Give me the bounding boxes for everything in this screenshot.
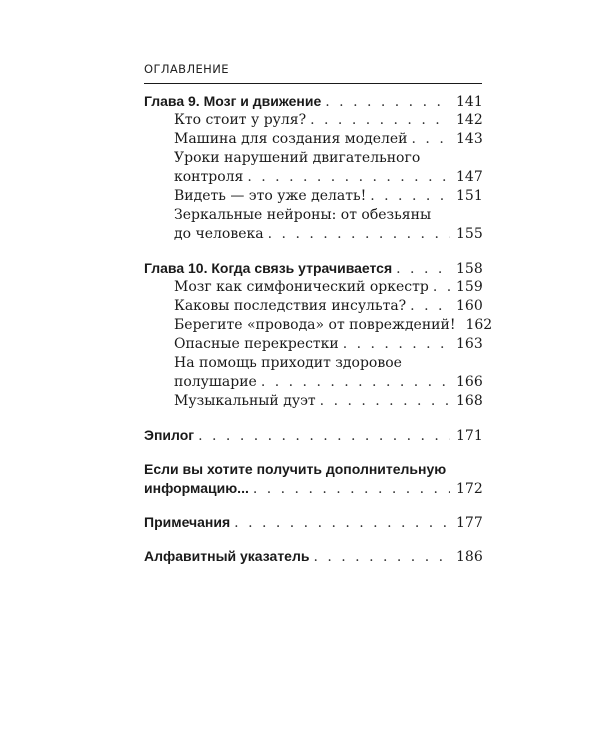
- toc-section: [144, 92, 482, 244]
- running-head: ОГЛАВЛЕНИЕ: [144, 62, 229, 76]
- chapter-line: [144, 460, 482, 479]
- toc-entry-title: Каковы последствия инсульта?: [174, 298, 407, 314]
- toc-entry-line: [144, 373, 482, 392]
- chapter-line: [144, 513, 482, 532]
- toc-entry-title: полушарие: [174, 374, 257, 390]
- chapter-line: [144, 426, 482, 445]
- dot-leader: [198, 427, 450, 446]
- toc-entry-title: до человека: [174, 226, 264, 242]
- chapter-line: [144, 479, 482, 498]
- dot-leader: [433, 278, 450, 297]
- chapter-page-number: 177: [456, 515, 483, 531]
- chapter-title: Алфавитный указатель: [144, 548, 310, 564]
- dot-leader: [396, 260, 450, 279]
- dot-leader: [313, 548, 450, 567]
- dot-leader: [247, 168, 450, 187]
- toc-entry-line: [144, 206, 482, 225]
- dot-leader: [320, 392, 450, 411]
- toc-entry-page-number: 142: [456, 112, 483, 128]
- chapter-page-number: 171: [456, 428, 483, 444]
- toc-entry-title: Опасные перекрестки: [174, 336, 339, 352]
- chapter-title: Если вы хотите получить дополнительную: [144, 461, 447, 477]
- dot-leader: [325, 93, 450, 112]
- dot-leader: [234, 514, 450, 533]
- toc-entry-line: [144, 111, 482, 130]
- dot-leader: [268, 225, 450, 244]
- toc-entry-page-number: 168: [456, 393, 483, 409]
- toc-entry-title: Уроки нарушений двигательного: [174, 150, 421, 166]
- chapter-line: [144, 547, 482, 566]
- toc-entry-page-number: 166: [456, 374, 483, 390]
- chapter-line: [144, 92, 482, 111]
- toc-entry-title: Мозг как симфонический оркестр: [174, 279, 429, 295]
- dot-leader: [310, 111, 450, 130]
- toc-entry-line: [144, 392, 482, 411]
- chapter-title: информацию...: [144, 480, 249, 496]
- dot-leader: [410, 297, 450, 316]
- toc-entry-line: [144, 225, 482, 244]
- toc-entry-title: Кто стоит у руля?: [174, 112, 307, 128]
- chapter-title: Примечания: [144, 514, 231, 530]
- toc-section: [144, 426, 482, 445]
- toc-entry-page-number: 151: [456, 188, 483, 204]
- toc-entry-line: [144, 130, 482, 149]
- toc-entry-title: Музыкальный дуэт: [174, 393, 316, 409]
- chapter-line: [144, 259, 482, 278]
- toc-entry-line: [144, 354, 482, 373]
- dot-leader: [261, 373, 450, 392]
- toc-entry-line: [144, 297, 482, 316]
- toc-entry-page-number: 160: [456, 298, 483, 314]
- toc-entry-page-number: 147: [456, 169, 483, 185]
- toc-section: [144, 259, 493, 411]
- toc-entry-title: Зеркальные нейроны: от обезьяны: [174, 207, 432, 223]
- toc-entry-title: На помощь приходит здоровое: [174, 355, 402, 371]
- toc-entry-title: Берегите «провода» от повреждений!: [174, 317, 456, 333]
- toc-entry-line: [144, 168, 482, 187]
- toc-entry-page-number: 143: [456, 131, 483, 147]
- chapter-title: Эпилог: [144, 427, 195, 443]
- toc-entry-page-number: 163: [456, 336, 483, 352]
- dot-leader: [253, 480, 450, 499]
- chapter-title: Глава 10. Когда связь утрачивается: [144, 260, 393, 276]
- toc-entry-title: Машина для создания моделей: [174, 131, 408, 147]
- dot-leader: [370, 187, 450, 206]
- chapter-page-number: 186: [456, 549, 483, 565]
- toc-section: [144, 460, 482, 498]
- toc-entry-line: [144, 149, 482, 168]
- toc-entry-line: [144, 316, 493, 335]
- toc-entry-line: [144, 278, 482, 297]
- chapter-page-number: 158: [456, 261, 483, 277]
- toc-entry-page-number: 155: [456, 226, 483, 242]
- top-rule: [144, 83, 482, 84]
- chapter-page-number: 141: [456, 94, 483, 110]
- toc-section: [144, 547, 482, 566]
- toc-entry-page-number: 162: [465, 317, 493, 333]
- chapter-title: Глава 9. Мозг и движение: [144, 93, 322, 109]
- toc-entry-line: [144, 187, 482, 206]
- toc-entry-page-number: 159: [456, 279, 483, 295]
- toc-section: [144, 513, 482, 532]
- toc-entry-line: [144, 335, 482, 354]
- dot-leader: [343, 335, 450, 354]
- table-of-contents: [144, 92, 493, 581]
- chapter-page-number: 172: [456, 481, 483, 497]
- toc-entry-title: Видеть — это уже делать!: [174, 188, 367, 204]
- toc-entry-title: контроля: [174, 169, 244, 185]
- dot-leader: [412, 130, 450, 149]
